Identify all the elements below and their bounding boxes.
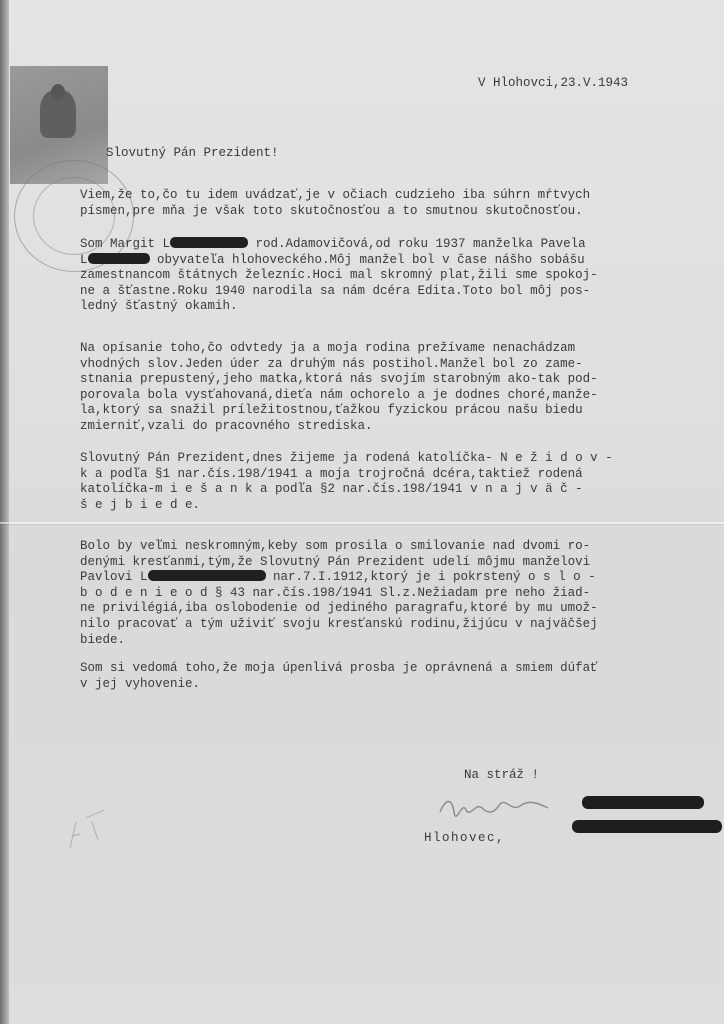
text-segment: rod.Adamovičová,od roku 1937 manželka Pavela	[248, 237, 586, 251]
text-line	[80, 204, 710, 220]
text-line	[80, 617, 710, 633]
text-segment: k a podľa §1 nar.čís.198/1941 a moja trojročná dcéra,taktiež rodená	[80, 466, 583, 481]
margin-pencil-note-icon	[64, 800, 124, 860]
text-line	[80, 372, 710, 388]
text-segment: ne privilégiá,iba oslobodenie od jediného paragrafu,ktoré by mu umož-	[80, 601, 598, 616]
text-segment: písmen,pre mňa je však toto skutočnosťou a to smutnou skutočnosťou.	[80, 203, 583, 218]
text-line	[80, 677, 710, 693]
paragraph-2	[80, 237, 710, 315]
text-segment: katolíčka-m i e š a n k a podľa §2 nar.čís.198/1941 v n a j v ä č -	[80, 482, 583, 497]
text-segment: la,ktorý sa snažil príležitostnou,ťažkou fyzickou prácou našu biedu	[80, 403, 583, 418]
name-redaction	[148, 570, 266, 581]
text-segment: vhodných slov.Jeden úder za druhým nás postihol.Manžel bol zo zame-	[80, 356, 583, 371]
text-segment: porovala bola vysťahovaná,dieťa nám ochorelo a je dodnes choré,manže-	[80, 387, 598, 402]
text-line	[80, 341, 710, 357]
text-segment: ne a šťastne.Roku 1940 narodila sa nám dcéra Edita.Toto bol môj pos-	[80, 283, 591, 298]
name-redaction	[170, 237, 248, 248]
paragraph-1	[80, 188, 710, 219]
letter-salutation: Slovutný Pán Prezident!	[106, 146, 279, 160]
text-line	[80, 586, 710, 602]
text-segment: Na opísanie toho,čo odvtedy ja a moja rodina prežívame nenachádzam	[80, 341, 576, 355]
text-line	[80, 467, 710, 483]
text-line	[80, 357, 710, 373]
letter-date: V Hlohovci,23.V.1943	[478, 76, 629, 90]
text-line	[80, 555, 710, 571]
text-segment: nar.7.I.1912,ktorý je i pokrstený o s l o -	[265, 570, 596, 585]
text-line	[80, 419, 710, 435]
signature-icon	[436, 792, 556, 822]
text-segment: obyvateľa hlohoveckého.Môj manžel bol v čase nášho sobášu	[149, 252, 585, 267]
text-segment: Pavlovi L	[80, 570, 148, 585]
paper-fold-line	[0, 522, 724, 524]
letter-closing: Na stráž !	[464, 768, 540, 782]
text-segment: Slovutný Pán Prezident,dnes žijeme ja rodená katolíčka- N e ž i d o v -	[80, 451, 613, 465]
name-redaction	[88, 253, 150, 264]
text-segment: ledný šťastný okamih.	[80, 299, 238, 314]
text-segment: b o d e n i e o d § 43 nar.čís.198/1941 Sl.z.Nežiadam pre neho žiad-	[80, 585, 591, 600]
text-line	[80, 482, 710, 498]
scan-edge-shadow	[0, 0, 9, 1024]
paragraph-3	[80, 341, 710, 435]
letter-place: Hlohovec,	[424, 831, 506, 845]
address-redaction	[572, 820, 722, 833]
signature-redaction	[582, 796, 704, 809]
text-line	[80, 570, 710, 586]
text-segment: biede.	[80, 632, 126, 647]
paragraph-6	[80, 661, 710, 692]
text-segment: v jej vyhovenie.	[80, 676, 201, 691]
text-segment: stnania prepustený,jeho matka,ktorá nás svojím starobným ako-tak pod-	[80, 372, 598, 387]
text-segment: Som si vedomá toho,že moja úpenlivá prosba je oprávnená a smiem dúfať	[80, 661, 598, 675]
text-line	[80, 388, 710, 404]
text-line	[80, 237, 710, 253]
text-line	[80, 253, 710, 269]
text-segment: L	[80, 252, 88, 267]
text-line	[80, 498, 710, 514]
text-segment: š e j b i e d e.	[80, 497, 201, 512]
text-line	[80, 661, 710, 677]
text-line	[80, 268, 710, 284]
text-segment: Viem,že to,čo tu idem uvádzať,je v očiach cudzieho iba súhrn mŕtvych	[80, 188, 591, 202]
text-line	[80, 539, 710, 555]
text-line	[80, 299, 710, 315]
text-line	[80, 451, 710, 467]
stamp-figure-head	[51, 84, 65, 100]
text-line	[80, 633, 710, 649]
paragraph-5	[80, 539, 710, 648]
text-segment: nilo pracovať a tým uživiť svoju kresťanskú rodinu,žijúcu v najväčšej	[80, 616, 598, 631]
text-segment: Bolo by veľmi neskromným,keby som prosila o smilovanie nad dvomi ro-	[80, 539, 591, 553]
text-line	[80, 601, 710, 617]
text-segment: Som Margit L	[80, 237, 171, 251]
text-line	[80, 284, 710, 300]
text-segment: zamestnancom štátnych železníc.Hoci mal skromný plat,žili sme spokoj-	[80, 268, 598, 283]
text-line	[80, 188, 710, 204]
text-line	[80, 403, 710, 419]
paragraph-4	[80, 451, 710, 513]
text-segment: denými kresťanmi,tým,že Slovutný Pán Prezident udelí môjmu manželovi	[80, 554, 591, 569]
text-segment: zmierniť,vzali do pracovného strediska.	[80, 418, 373, 433]
